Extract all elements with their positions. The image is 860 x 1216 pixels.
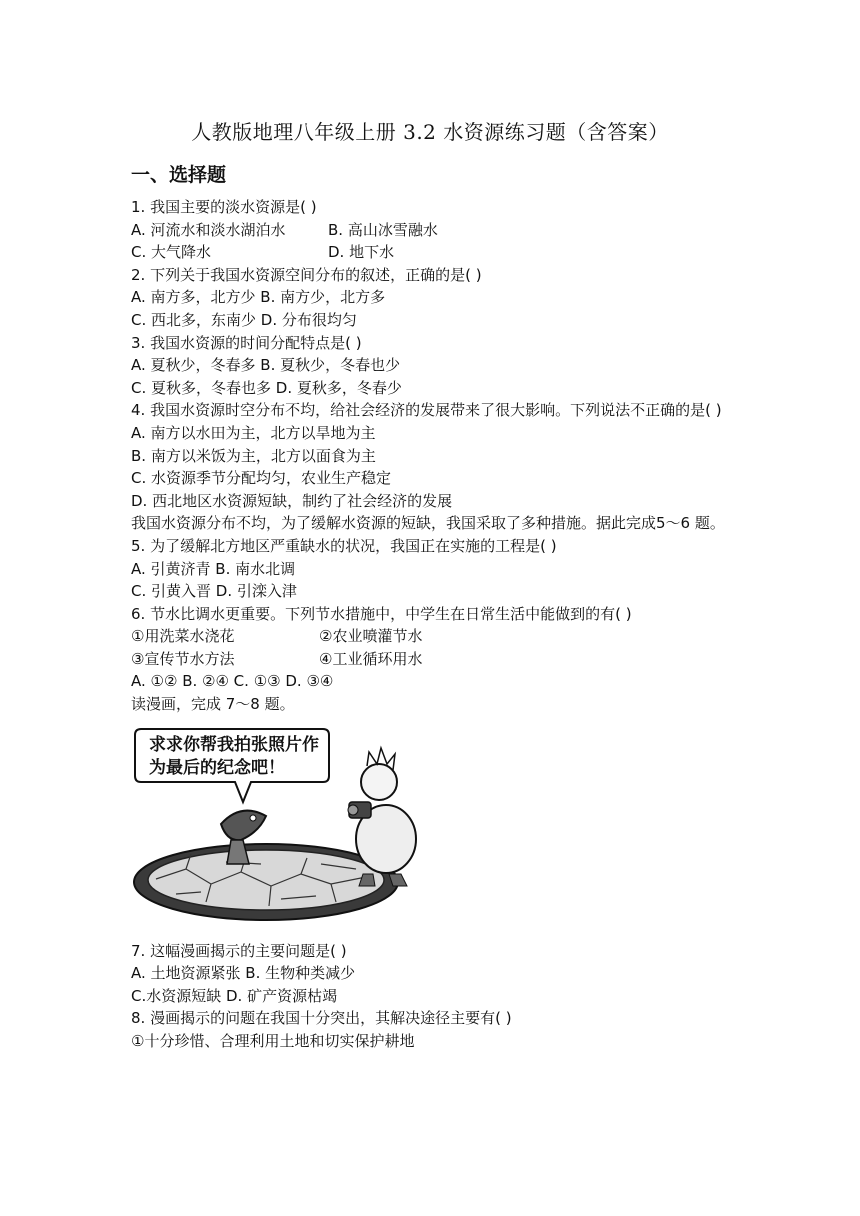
q4-stem: 4. 我国水资源时空分布不均，给社会经济的发展带来了很大影响。下列说法不正确的是( ) [131, 401, 722, 420]
q2-options-ab: A. 南方多，北方少 B. 南方少，北方多 [131, 288, 386, 307]
q5-options-cd: C. 引黄入晋 D. 引滦入津 [131, 582, 297, 601]
q6-item-4: ④工业循环用水 [319, 649, 423, 668]
q1-options-cd [131, 241, 735, 264]
q6-item-2: ②农业喷灌节水 [319, 627, 423, 646]
q8-stem: 8. 漫画揭示的问题在我国十分突出，其解决途径主要有( ) [131, 1009, 512, 1028]
q1-option-b: B. 高山冰雪融水 [328, 220, 438, 239]
q6-stem: 6. 节水比调水更重要。下列节水措施中，中学生在日常生活中能做到的有( ) [131, 604, 632, 623]
q4-option-a: A. 南方以水田为主，北方以旱地为主 [131, 423, 376, 442]
q5-options-ab: A. 引黄济青 B. 南水北调 [131, 559, 296, 578]
page-title: 人教版地理八年级上册 3.2 水资源练习题（含答案） [191, 120, 669, 144]
cartoon-image [131, 724, 421, 924]
question-list [131, 196, 735, 1053]
q7-stem: 7. 这幅漫画揭示的主要问题是( ) [131, 941, 347, 960]
q1-stem: 1. 我国主要的淡水资源是( ) [131, 198, 317, 216]
q7-options-cd: C.水资源短缺 D. 矿产资源枯竭 [131, 986, 338, 1005]
intro-5-6: 我国水资源分布不均，为了缓解水资源的短缺，我国采取了多种措施。据此完成5～6 题。 [131, 514, 725, 533]
q3-stem: 3. 我国水资源的时间分配特点是( ) [131, 333, 362, 352]
intro-7-8: 读漫画，完成 7～8 题。 [131, 695, 295, 714]
q6-item-1: ①用洗菜水浇花 [131, 627, 235, 646]
q6-items-34 [131, 648, 735, 671]
q1-option-d: D. 地下水 [328, 243, 395, 262]
q6-items-12 [131, 625, 735, 648]
q1-option-c: C. 大气降水 [131, 243, 212, 262]
q8-item-1: ①十分珍惜、合理利用土地和切实保护耕地 [131, 1032, 415, 1051]
q1-options-ab [131, 219, 735, 242]
q4-option-d: D. 西北地区水资源短缺，制约了社会经济的发展 [131, 491, 453, 510]
q4-option-b: B. 南方以米饭为主，北方以面食为主 [131, 446, 376, 465]
section-heading: 一、选择题 [131, 164, 227, 186]
q6-item-3: ③宣传节水方法 [131, 649, 235, 668]
q6-options: A. ①② B. ②④ C. ①③ D. ③④ [131, 672, 334, 691]
q3-options-cd: C. 夏秋多，冬春也多 D. 夏秋多，冬春少 [131, 378, 402, 397]
cartoon-speech-bubble: 求求你帮我拍张照片作为最后的纪念吧！ [149, 734, 319, 778]
q3-options-ab: A. 夏秋少，冬春多 B. 夏秋少，冬春也少 [131, 356, 401, 375]
q5-stem: 5. 为了缓解北方地区严重缺水的状况，我国正在实施的工程是( ) [131, 536, 557, 555]
q2-options-cd: C. 西北多，东南少 D. 分布很均匀 [131, 310, 357, 329]
q7-options-ab: A. 土地资源紧张 B. 生物种类减少 [131, 964, 356, 983]
q1-option-a: A. 河流水和淡水湖泊水 [131, 220, 286, 239]
q4-option-c: C. 水资源季节分配均匀，农业生产稳定 [131, 469, 392, 488]
q2-stem: 2. 下列关于我国水资源空间分布的叙述，正确的是( ) [131, 265, 482, 284]
